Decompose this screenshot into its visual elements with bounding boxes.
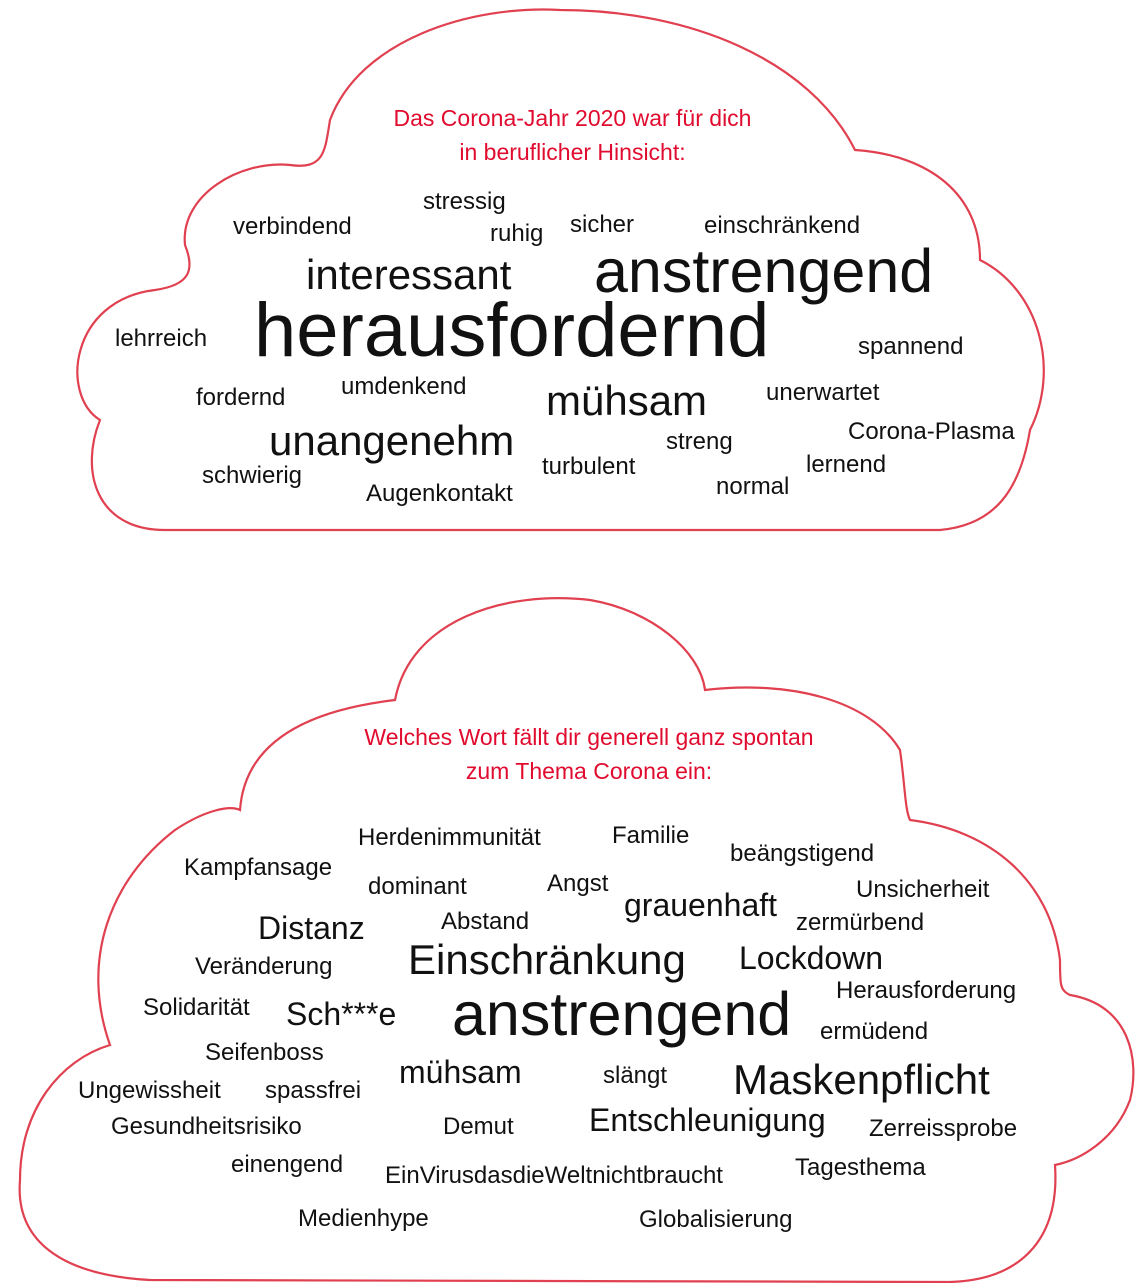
word-cloud-1-einschraenkend: einschränkend xyxy=(704,212,861,239)
word-cloud-2-kampfansage: Kampfansage xyxy=(184,854,333,881)
word-cloud-2-familie: Familie xyxy=(612,822,690,849)
word-cloud-1-umdenkend: umdenkend xyxy=(341,373,467,400)
word-cloud-2-zermuerbend: zermürbend xyxy=(796,909,925,936)
word-cloud-2-einschraenkung: Einschränkung xyxy=(408,936,686,983)
word-cloud-1-augenkontakt: Augenkontakt xyxy=(366,480,513,507)
word-cloud-1-streng: streng xyxy=(666,428,733,455)
top-cloud-heading-line-1: Das Corona-Jahr 2020 war für dich xyxy=(393,105,752,131)
word-cloud-2-unsicherheit: Unsicherheit xyxy=(856,876,990,903)
bottom-cloud-heading xyxy=(300,720,878,788)
word-cloud-2-solidaritaet: Solidarität xyxy=(143,994,250,1021)
word-cloud-1-turbulent: turbulent xyxy=(542,453,636,480)
word-cloud-2-muehsam: mühsam xyxy=(399,1054,522,1090)
word-cloud-2-ungewissheit: Ungewissheit xyxy=(78,1077,221,1104)
word-cloud-1-interessant: interessant xyxy=(306,251,512,298)
word-cloud-1-stressig: stressig xyxy=(423,188,506,215)
word-cloud-2-sch-e: Sch***e xyxy=(286,996,397,1032)
word-cloud-1-unerwartet: unerwartet xyxy=(766,379,880,406)
word-cloud-2-herausforderung: Herausforderung xyxy=(836,977,1017,1004)
word-cloud-2-globalisierung: Globalisierung xyxy=(639,1206,793,1233)
word-cloud-1-spannend: spannend xyxy=(858,333,964,360)
word-cloud-2-maskenpflicht: Maskenpflicht xyxy=(733,1056,990,1103)
word-cloud-1-fordernd: fordernd xyxy=(196,384,286,411)
word-cloud-2-demut: Demut xyxy=(443,1113,514,1140)
word-cloud-2-zerreissprobe: Zerreissprobe xyxy=(869,1115,1018,1142)
bottom-cloud-heading-line-1: Welches Wort fällt dir generell ganz spontan xyxy=(364,724,814,750)
word-cloud-1-muehsam: mühsam xyxy=(546,377,708,424)
word-cloud-2-dominant: dominant xyxy=(368,873,467,900)
word-cloud-2-veraenderung: Veränderung xyxy=(195,953,333,980)
word-cloud-1-unangenehm: unangenehm xyxy=(269,417,515,464)
word-cloud-2-slaengt: slängt xyxy=(603,1062,668,1089)
word-cloud-1-verbindend: verbindend xyxy=(233,213,352,240)
word-cloud-2-distanz: Distanz xyxy=(258,910,365,946)
word-cloud-1-corona-plasma: Corona-Plasma xyxy=(848,418,1015,445)
word-cloud-2-angst: Angst xyxy=(547,870,609,897)
word-cloud-1-herausfordernd: herausfordernd xyxy=(254,288,770,373)
word-cloud-1-schwierig: schwierig xyxy=(202,462,303,489)
word-cloud-1-ruhig: ruhig xyxy=(490,220,544,247)
word-cloud-2-seifenboss: Seifenboss xyxy=(205,1039,324,1066)
word-cloud-2-abstand: Abstand xyxy=(441,908,530,935)
top-cloud-heading xyxy=(300,101,845,169)
word-cloud-1-lernend: lernend xyxy=(806,451,887,478)
word-cloud-2-spassfrei: spassfrei xyxy=(265,1077,362,1104)
word-cloud-2-grauenhaft: grauenhaft xyxy=(624,887,778,923)
word-cloud-2-gesundheitsrisiko: Gesundheitsrisiko xyxy=(111,1113,302,1140)
word-cloud-2-entschleunigung: Entschleunigung xyxy=(589,1102,826,1138)
word-cloud-2-medienhype: Medienhype xyxy=(298,1205,429,1232)
word-cloud-1-lehrreich: lehrreich xyxy=(115,325,208,352)
word-cloud-2-einvirusdasdieweltnichtbraucht: EinVirusdasdieWeltnichtbraucht xyxy=(385,1162,723,1189)
word-cloud-2-tagesthema: Tagesthema xyxy=(795,1154,926,1181)
word-cloud-2-ermuedend: ermüdend xyxy=(820,1018,929,1045)
word-cloud-1-anstrengend: anstrengend xyxy=(594,237,934,305)
word-cloud-2-beaengstigend: beängstigend xyxy=(730,840,875,867)
word-cloud-2-herdenimmunitaet: Herdenimmunität xyxy=(358,824,541,851)
word-cloud-2-lockdown: Lockdown xyxy=(739,940,884,976)
bottom-cloud-heading-line-2: zum Thema Corona ein: xyxy=(465,758,713,784)
word-cloud-1-sicher: sicher xyxy=(570,211,635,238)
top-cloud-heading-line-2: in beruflicher Hinsicht: xyxy=(459,139,686,165)
word-cloud-2-einengend: einengend xyxy=(231,1151,344,1178)
word-cloud-2-anstrengend: anstrengend xyxy=(452,980,792,1048)
word-cloud-1-normal: normal xyxy=(716,473,790,500)
